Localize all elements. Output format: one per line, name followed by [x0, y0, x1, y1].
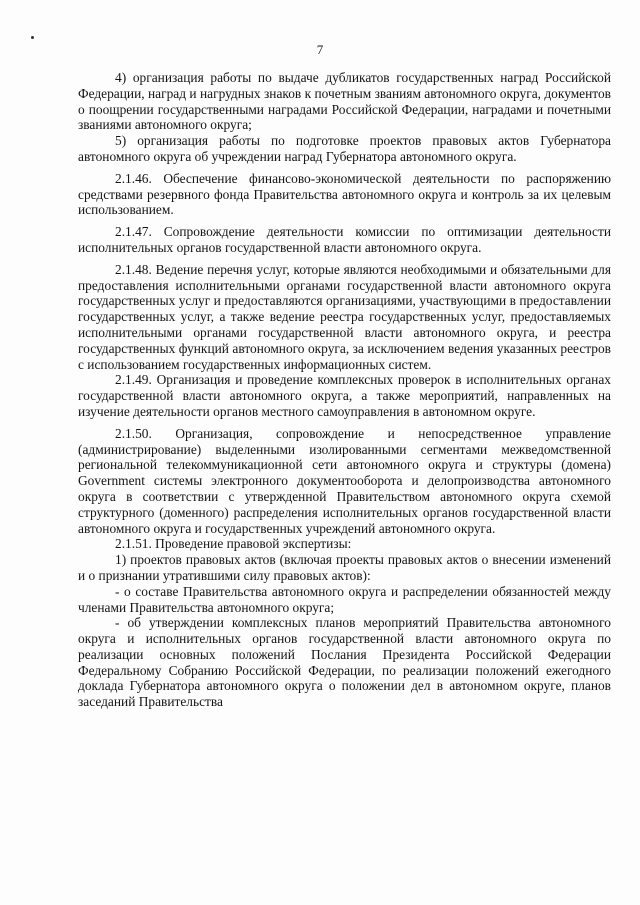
- page-number: 7: [316, 42, 324, 57]
- paragraph-2-1-51: 2.1.51. Проведение правовой экспертизы:: [115, 536, 352, 552]
- scan-speck: [31, 36, 34, 39]
- document-body: [78, 70, 611, 710]
- paragraph-2-1-47: 2.1.47. Сопровождение деятельности комиссии по оптимизации деятельности исполнительных органов государственной власти автономного округа.: [78, 224, 611, 255]
- paragraph-2-1-50: 2.1.50. Организация, сопровождение и непосредственное управление (администрирование) выделенными изолированными сегментами межведомственной региональной телекоммуникационной сети автономного округа и структуры (домена) Government системы электронного документооборота и делопроизводства автономного округа в соответствии с утвержденной Правительством автономного округа схемой структурного (доменного) распределения исполнительных органов государственной власти автономного округа и государственных учреждений автономного округа.: [78, 425, 611, 536]
- paragraph-sub-1: 1) проектов правовых актов (включая проекты правовых актов о внесении изменений и о признании утратившими силу правовых актов):: [78, 552, 611, 583]
- paragraph-2-1-48: 2.1.48. Ведение перечня услуг, которые являются необходимыми и обязательными для предоставления исполнительными органами государственной власти автономного округа государственных услуг и предоставляются организациями, участвующими в предоставлении государственных услуг, а также ведение реестра государственных услуг, предоставляемых исполнительными органами государственной власти автономного округа, и реестра государственных функций автономного округа, за исключением ведения указанных реестров с использованием государственных информационных систем.: [78, 261, 611, 372]
- paragraph-2-1-49: 2.1.49. Организация и проведение комплексных проверок в исполнительных органах государственной власти автономного округа, а также мероприятий, направленных на изучение деятельности органов местного самоуправления в автономном округе.: [78, 372, 611, 419]
- paragraph-item-5: 5) организация работы по подготовке проектов правовых актов Губернатора автономного округа об учреждении наград Губернатора автономного округа.: [78, 133, 611, 164]
- paragraph-2-1-46: 2.1.46. Обеспечение финансово-экономической деятельности по распоряжению средствами резервного фонда Правительства автономного округа и контроль за их целевым использованием.: [78, 170, 611, 218]
- paragraph-item-4: 4) организация работы по выдаче дубликатов государственных наград Российской Федерации, наград и нагрудных знаков к почетным званиям автономного округа, документов о поощрении государственными наградами Российской Федерации, наградами и почетными званиями автономного округа;: [78, 70, 611, 133]
- paragraph-dash-2: - об утверждении комплексных планов мероприятий Правительства автономного округа и исполнительных органов государственной власти автономного округа по реализации основных положений Послания Президента Российской Федерации Федеральному Собранию Российской Федерации, по реализации положений ежегодного доклада Губернатора автономного округа о положении дел в автономном округе, планов заседаний Правительства: [78, 615, 611, 710]
- paragraph-dash-1: - о составе Правительства автономного округа и распределении обязанностей между членами Правительства автономного округа;: [78, 583, 611, 615]
